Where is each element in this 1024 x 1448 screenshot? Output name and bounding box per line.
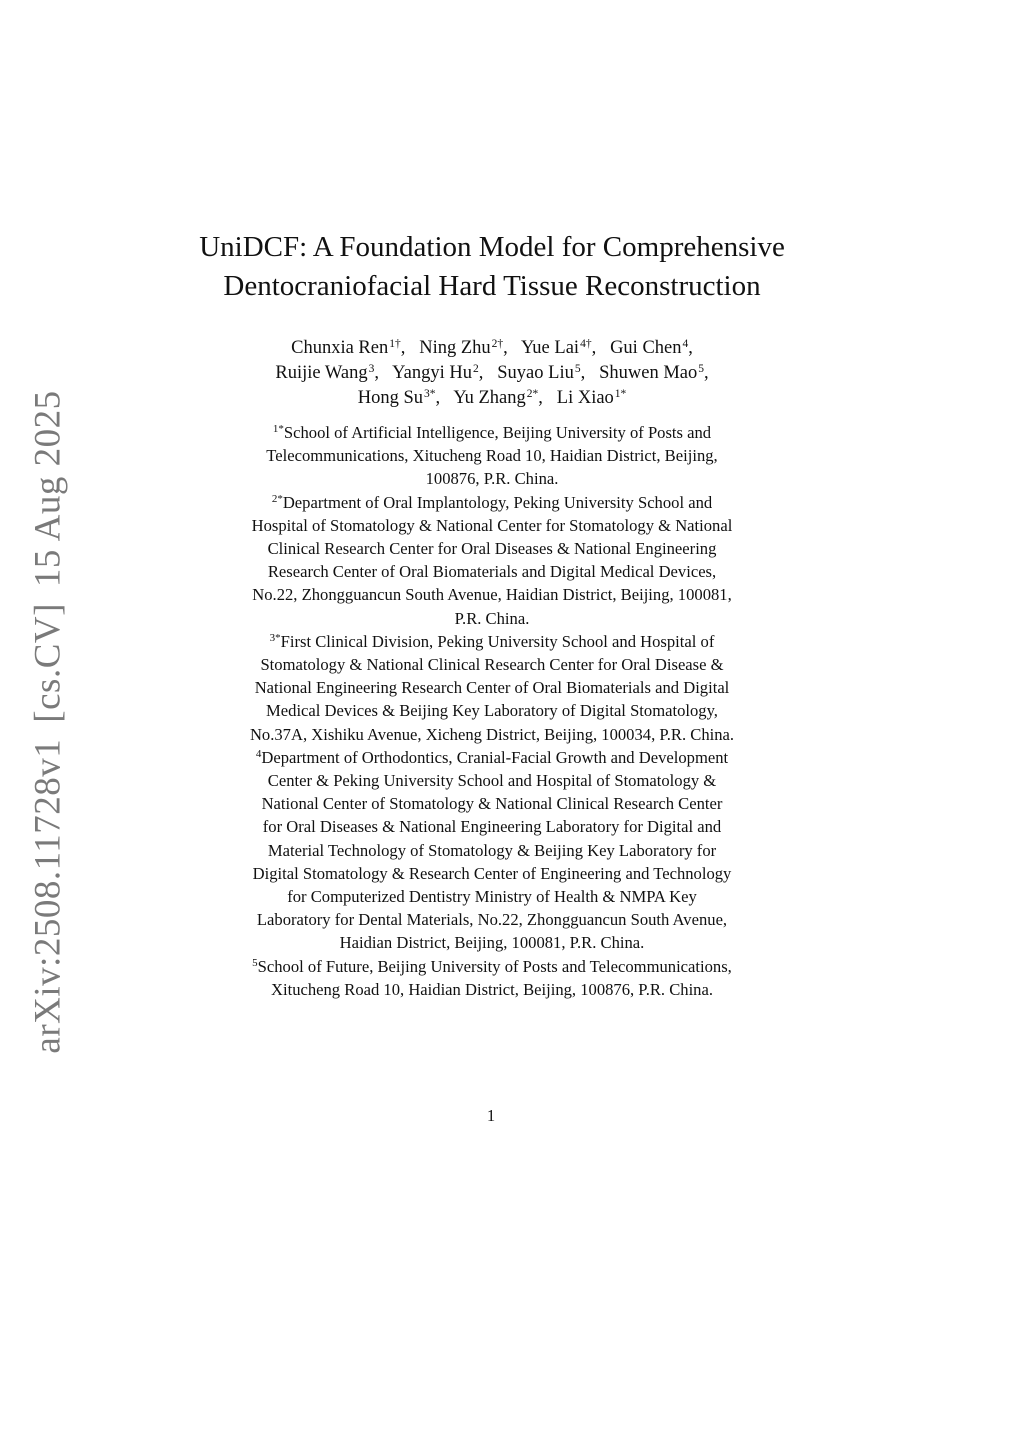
affiliation-line: Digital Stomatology & Research Center of Engineering and Technology: [252, 863, 732, 883]
affiliation-line: for Oral Diseases & National Engineering Laboratory for Digital and: [262, 817, 722, 837]
author-name: Hong Su: [357, 388, 423, 408]
affiliation-line: 100876, P.R. China.: [425, 469, 559, 489]
arxiv-date: 15 Aug 2025: [27, 390, 69, 588]
author-name: Chunxia Ren: [291, 338, 389, 358]
author: [358, 388, 436, 408]
affiliation-mark: 4: [255, 747, 262, 760]
affiliation-line: Department of Orthodontics, Cranial-Facial Growth and Development: [261, 747, 729, 767]
author-name: Yangyi Hu: [392, 363, 473, 383]
affiliation-list: [180, 421, 804, 1001]
author-mark: 1†: [389, 338, 401, 350]
affiliation-line: Laboratory for Dental Materials, No.22, Zhongguancun South Avenue,: [256, 910, 728, 930]
author-name: Shuwen Mao: [599, 363, 698, 383]
author-mark: 1*: [614, 388, 627, 400]
author-mark: 3*: [423, 388, 436, 400]
affiliation-line: P.R. China.: [454, 608, 530, 628]
author: [521, 338, 592, 358]
author-mark: 4: [682, 338, 689, 350]
affiliation-mark: 5: [252, 956, 258, 969]
affiliation-5: [180, 955, 804, 1001]
author-name: Yue Lai: [521, 338, 580, 358]
title-line-2: Dentocraniofacial Hard Tissue Reconstruction: [223, 270, 761, 302]
author-list: [180, 336, 804, 411]
affiliation-3: [180, 630, 804, 746]
affiliation-line: National Center of Stomatology & National Clinical Research Center: [261, 794, 723, 814]
affiliation-mark: 2*: [271, 492, 283, 505]
page-number: 1: [486, 1106, 496, 1125]
author: [599, 363, 704, 383]
author: [392, 363, 479, 383]
affiliation-line: No.37A, Xishiku Avenue, Xicheng District, Beijing, 100034, P.R. China.: [249, 724, 735, 744]
author-name: Li Xiao: [556, 388, 614, 408]
author: [497, 363, 580, 383]
author-name: Gui Chen: [610, 338, 682, 358]
author-line-3: Hong $Su^{3*}$, Yu Zhang$^{2*}$, Li Xiao$^{1*}$: [357, 388, 627, 408]
author: [291, 338, 401, 358]
author-name: Yu Zhang: [453, 388, 526, 408]
front-matter: [180, 228, 804, 1001]
author-mark: 5: [698, 363, 704, 375]
affiliation-line: for Computerized Dentistry Ministry of Health & NMPA Key: [287, 887, 697, 907]
affiliation-1: [180, 421, 804, 491]
affiliation-line: Center & Peking University School and Hospital of Stomatology &: [267, 771, 717, 791]
affiliation-4: [180, 746, 804, 955]
affiliation-line: School of Artificial Intelligence, Beijing University of Posts and: [283, 423, 712, 442]
affiliation-line: Research Center of Oral Biomaterials and Digital Medical Devices,: [267, 562, 717, 582]
author-mark: 2†: [491, 338, 504, 350]
author-mark: 2*: [526, 388, 539, 400]
author-name: Ruijie Wang: [275, 363, 368, 383]
author: [453, 388, 538, 408]
arxiv-category: [cs.CV]: [27, 603, 69, 723]
author-line-1: Chunxia Ren$^{1\dagger}$, Ning Zhu$^{2\dagger}$, Yue Lai$^{4\dagger}$, Gui Chen$^4$,: [291, 338, 693, 358]
author-mark: 2: [473, 363, 479, 375]
affiliation-line: Telecommunications, Xitucheng Road 10, Haidian District, Beijing,: [266, 446, 718, 466]
affiliation-line: Hospital of Stomatology & National Center for Stomatology & National: [251, 515, 733, 535]
title-line-1: UniDCF: A Foundation Model for Comprehensive: [199, 231, 785, 263]
affiliation-line: Medical Devices & Beijing Key Laboratory of Digital Stomatology,: [266, 701, 718, 721]
affiliation-mark: 1*: [272, 423, 284, 435]
affiliation-line: Department of Oral Implantology, Peking University School and: [282, 492, 713, 512]
affiliation-line: Xitucheng Road 10, Haidian District, Beijing, 100876, P.R. China.: [270, 979, 713, 999]
affiliation-mark: 3*: [269, 631, 281, 644]
author-mark: 5: [574, 363, 581, 375]
author: [275, 363, 374, 383]
affiliation-line: Haidian District, Beijing, 100081, P.R. China.: [339, 933, 645, 953]
author-mark: 3: [368, 363, 375, 375]
author: [557, 388, 627, 408]
affiliation-line: School of Future, Beijing University of Posts and Telecommunications,: [257, 956, 732, 976]
affiliation-line: First Clinical Division, Peking University School and Hospital of: [280, 631, 715, 651]
author-name: Suyao Liu: [497, 363, 574, 383]
affiliation-2: [180, 491, 804, 630]
author: [610, 338, 688, 358]
arxiv-stamp: [27, 390, 70, 1053]
author: [419, 338, 503, 358]
author-mark: 4†: [580, 338, 592, 350]
arxiv-id[interactable]: arXiv:2508.11728v1: [27, 738, 69, 1054]
affiliation-line: Stomatology & National Clinical Research Center for Oral Disease &: [260, 655, 724, 675]
affiliation-line: Material Technology of Stomatology & Beijing Key Laboratory for: [267, 840, 717, 860]
paper-title: [180, 228, 804, 306]
affiliation-line: No.22, Zhongguancun South Avenue, Haidian District, Beijing, 100081,: [252, 585, 732, 605]
affiliation-line: National Engineering Research Center of Oral Biomaterials and Digital: [254, 678, 730, 698]
affiliation-line: Clinical Research Center for Oral Diseases & National Engineering: [267, 539, 717, 559]
author-name: Ning Zhu: [419, 338, 491, 358]
author-line-2: Ruijie Wang$^3$, Yangyi Hu$^2$, Suyao Liu$^5$, Shuwen Mao$^5$,: [275, 363, 709, 383]
